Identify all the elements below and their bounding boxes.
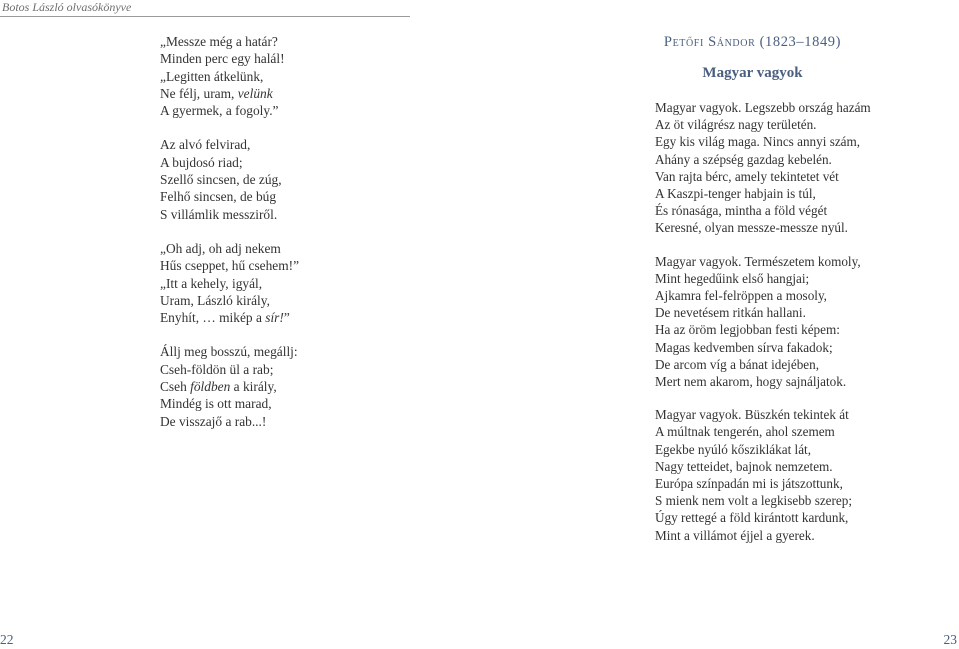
poem-line [160, 361, 410, 378]
poem-line [160, 343, 410, 360]
poem-line [160, 102, 410, 119]
line-text: Cseh-földön ül a rab; [160, 361, 274, 377]
poem-line: De nevetésem ritkán hallani. [655, 305, 806, 321]
poem-line: Európa színpadán mi is játszottunk, [655, 476, 843, 492]
poem-line: Mint hegedűink első hangjai; [655, 270, 810, 286]
line-text: Minden perc egy halál! [160, 51, 285, 67]
line-text: Cseh [160, 379, 191, 395]
line-text: Állj meg bosszú, megállj: [160, 344, 298, 360]
line-text: „Itt a kehely, igyál, [160, 275, 263, 291]
poem-line: Ahány a szépség gazdag kebelén. [655, 151, 832, 167]
left-page-poem [160, 33, 410, 430]
line-text: Hűs cseppet, hű csehem!” [160, 258, 300, 274]
line-text: A bujdosó riad; [160, 154, 243, 170]
line-text: Felhő sincsen, de búg [160, 189, 277, 205]
stanza [655, 406, 955, 544]
poem-line [160, 395, 410, 412]
poem-line: Magas kedvemben sírva fakadok; [655, 339, 833, 355]
poem-line [160, 171, 410, 188]
poem-line: Ajkamra fel-felröppen a mosoly, [655, 288, 827, 304]
page-number-right: 23 [943, 632, 957, 647]
poem-line: Nagy tetteidet, bajnok nemzetem. [655, 458, 833, 474]
stanza [655, 253, 955, 391]
poem-line: Keresné, olyan messze-messze nyúl. [655, 220, 848, 236]
italic-text: velünk [237, 85, 273, 101]
poem-line: Ha az öröm legjobban festi képem: [655, 322, 840, 338]
line-text: „Oh adj, oh adj nekem [160, 240, 281, 256]
poem-author: Petőfi Sándor (1823–1849) [663, 34, 842, 50]
line-text: „Messze még a határ? [160, 34, 278, 49]
poem-line [160, 413, 410, 430]
poem-line: Egy kis világ maga. Nincs annyi szám, [655, 134, 861, 150]
line-text: ” [283, 310, 290, 326]
line-text: Ne félj, uram, [160, 85, 238, 101]
line-text: S villámlik messziről. [160, 206, 278, 222]
poem-line: Magyar vagyok. Büszkén tekintek át [655, 407, 849, 423]
line-text: a király, [230, 379, 277, 395]
poem-line [160, 275, 410, 292]
poem-line [160, 309, 410, 326]
header-divider [0, 16, 410, 17]
stanza [160, 240, 410, 326]
poem-line [160, 240, 410, 257]
poem-line: A Kaszpi-tenger habjain is túl, [655, 186, 816, 202]
poem-line [160, 257, 410, 274]
poem-line: Egekbe nyúló kősziklákat lát, [655, 441, 812, 457]
line-text: A gyermek, a fogoly.” [160, 103, 279, 119]
running-header-title: Botos László olvasókönyve [2, 0, 132, 14]
poem-line: Magyar vagyok. Természetem komoly, [655, 253, 861, 269]
poem-line: Van rajta bérc, amely tekintetet vét [655, 168, 839, 184]
poem-line: És rónasága, mintha a föld végét [655, 203, 828, 219]
poem-line: Mert nem akarom, hogy sajnáljatok. [655, 374, 847, 390]
stanza [160, 33, 410, 119]
stanza [160, 343, 410, 429]
poem-line [160, 292, 410, 309]
poem-line: Az öt világrész nagy területén. [655, 117, 817, 133]
right-page-poem [655, 33, 955, 544]
poem-line: De arcom víg a bánat idejében, [655, 356, 820, 372]
poem-line [160, 206, 410, 223]
poem-line: A múltnak tengerén, ahol szemem [655, 424, 835, 440]
poem-line [160, 68, 410, 85]
poem-line: Mint a villámot éjjel a gyerek. [655, 527, 815, 543]
page-number-left: 22 [0, 632, 14, 647]
line-text: Mindég is ott marad, [160, 396, 272, 412]
line-text: „Legitten átkelünk, [160, 68, 264, 84]
poem-line [160, 378, 410, 395]
poem-line: S mienk nem volt a legkisebb szerep; [655, 493, 853, 509]
line-text: Enyhít, … mikép a [160, 310, 266, 326]
line-text: De visszajő a rab...! [160, 413, 267, 429]
poem-line [160, 136, 410, 153]
poem-body [655, 99, 955, 544]
line-text: Az alvó felvirad, [160, 137, 251, 153]
poem-title: Magyar vagyok [702, 65, 803, 81]
italic-text: földben [190, 379, 231, 395]
poem-line [160, 154, 410, 171]
stanza [160, 136, 410, 222]
poem-line [160, 50, 410, 67]
line-text: Szellő sincsen, de zúg, [160, 172, 282, 188]
italic-text: sír! [265, 310, 284, 326]
poem-line: Magyar vagyok. Legszebb ország hazám [655, 100, 871, 115]
stanza [655, 99, 955, 237]
poem-line: Úgy rettegé a föld kirántott kardunk, [655, 510, 849, 526]
poem-line [160, 33, 410, 50]
line-text: Uram, László király, [160, 292, 270, 308]
poem-line [160, 85, 410, 102]
poem-line [160, 188, 410, 205]
